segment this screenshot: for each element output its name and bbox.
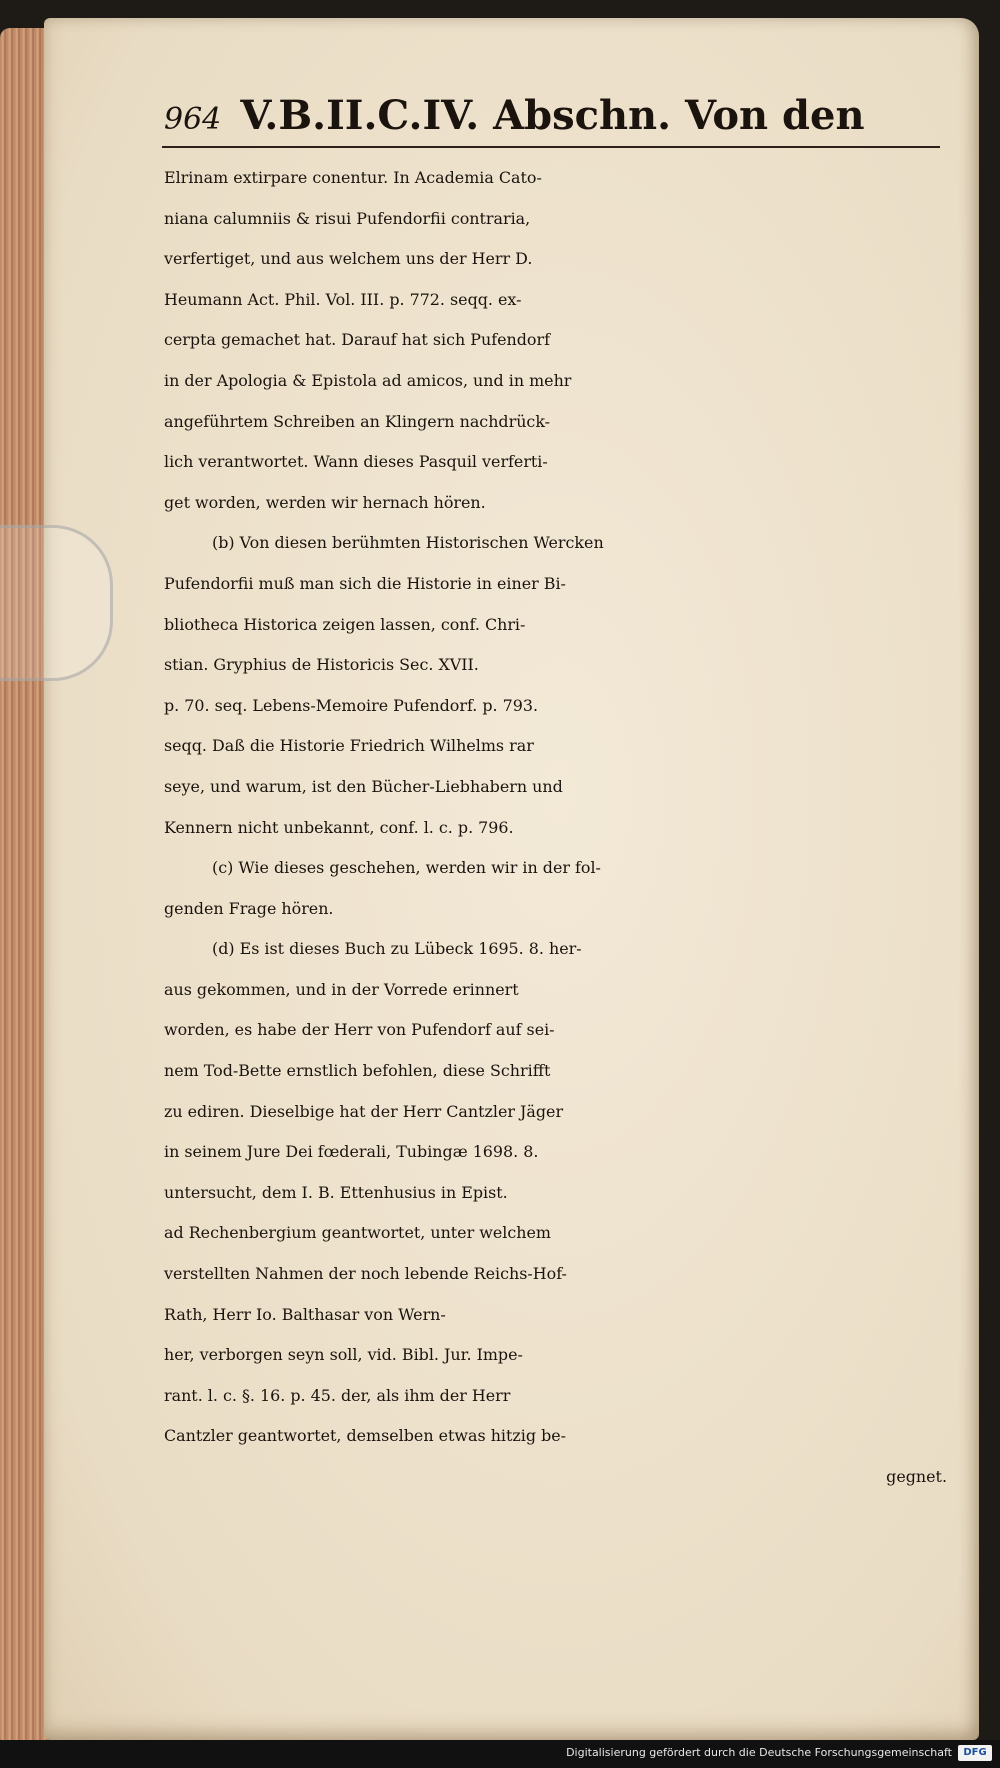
- text-line: her, verborgen seyn soll, vid. Bibl. Jur. Impe-: [164, 1345, 523, 1365]
- text-line: nem Tod-Bette ernstlich befohlen, diese Schrifft: [164, 1061, 551, 1081]
- text-line: (d) Es ist dieses Buch zu Lübeck 1695. 8. her-: [212, 939, 582, 959]
- text-line: verstellten Nahmen der noch lebende Reichs-Hof-: [164, 1264, 567, 1284]
- text-line: aus gekommen, und in der Vorrede erinnert: [164, 979, 519, 999]
- text-line: verfertiget, und aus welchem uns der Herr D.: [164, 249, 533, 269]
- footnote-text-block: [164, 158, 959, 1498]
- text-line: gegnet.: [886, 1467, 947, 1486]
- text-line: worden, es habe der Herr von Pufendorf auf sei-: [164, 1020, 555, 1040]
- text-line: Kennern nicht unbekannt, conf. l. c. p. 796.: [164, 817, 514, 837]
- text-line: Rath, Herr Io. Balthasar von Wern-: [164, 1304, 446, 1324]
- text-line: stian. Gryphius de Historicis Sec. XVII.: [164, 655, 479, 675]
- text-line: p. 70. seq. Lebens-Memoire Pufendorf. p. 793.: [164, 695, 539, 715]
- text-line: niana calumniis & risui Pufendorfii contraria,: [164, 208, 531, 228]
- text-line: Heumann Act. Phil. Vol. III. p. 772. seqq. ex-: [164, 289, 522, 309]
- text-line: in der Apologia & Epistola ad amicos, und in mehr: [164, 370, 572, 390]
- dfg-logo: DFG: [958, 1745, 992, 1761]
- book-page-edges: [0, 28, 48, 1748]
- page-header: [164, 92, 939, 150]
- text-line: Cantzler geantwortet, demselben etwas hitzig be-: [164, 1426, 567, 1446]
- text-line: lich verantwortet. Wann dieses Pasquil verferti-: [164, 452, 548, 472]
- text-line: rant. l. c. §. 16. p. 45. der, als ihm der Herr: [164, 1385, 511, 1405]
- text-line: seye, und warum, ist den Bücher-Liebhabern und: [164, 776, 563, 796]
- text-line: ad Rechenbergium geantwortet, unter welchem: [164, 1223, 551, 1243]
- text-line: genden Frage hören.: [164, 898, 334, 918]
- text-line: seqq. Daß die Historie Friedrich Wilhelms rar: [164, 736, 534, 756]
- text-line: (b) Von diesen berühmten Historischen Wercken: [212, 533, 604, 553]
- header-rule: [162, 146, 940, 148]
- page-clip-holder: [0, 525, 113, 681]
- text-line: bliotheca Historica zeigen lassen, conf. Chri-: [164, 614, 526, 634]
- text-line: zu ediren. Dieselbige hat der Herr Cantzler Jäger: [164, 1101, 564, 1121]
- digitization-footer: [0, 1740, 1000, 1768]
- page-number: 964: [164, 102, 222, 137]
- text-line: cerpta gemachet hat. Darauf hat sich Pufendorf: [164, 330, 550, 350]
- text-line: (c) Wie dieses geschehen, werden wir in der fol-: [212, 858, 601, 878]
- funding-credit: Digitalisierung gefördert durch die Deutsche Forschungsgemeinschaft: [566, 1746, 952, 1759]
- running-head: V.B.II.C.IV. Abschn. Von den: [240, 92, 865, 139]
- text-line: untersucht, dem I. B. Ettenhusius in Epist.: [164, 1182, 508, 1202]
- text-line: in seinem Jure Dei fœderali, Tubingæ 1698. 8.: [164, 1142, 539, 1162]
- text-line: angeführtem Schreiben an Klingern nachdrück-: [164, 411, 551, 431]
- text-line: get worden, werden wir hernach hören.: [164, 492, 486, 512]
- text-line: Pufendorfii muß man sich die Historie in einer Bi-: [164, 573, 566, 593]
- text-line: Elrinam extirpare conentur. In Academia Cato-: [164, 168, 542, 187]
